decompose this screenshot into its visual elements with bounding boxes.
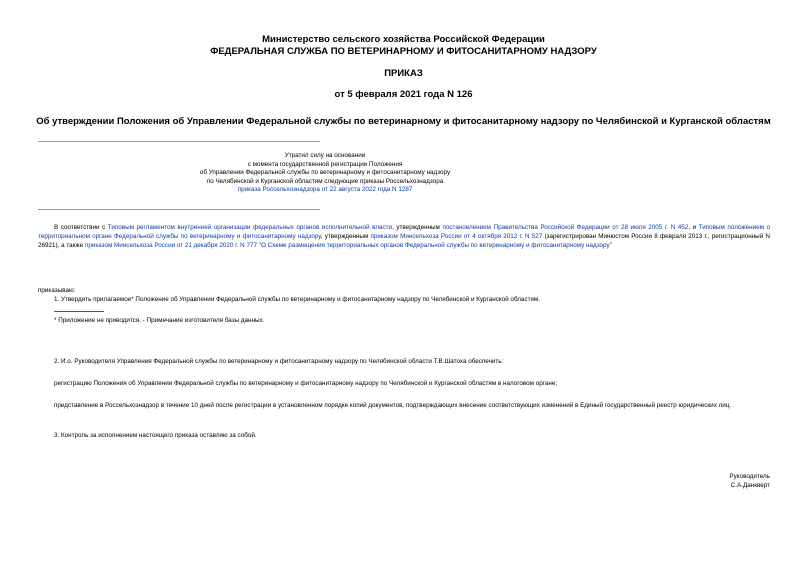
divider-bottom [38,209,320,210]
signature-name: С.А.Данкверт [730,482,770,489]
preamble-text: , утвержденным [392,224,443,231]
item-1: 1. Утвердить прилагаемое* Положение об Управлении Федеральной службы по ветеринарному и фитосанитарному надзору по Челябинской и Курганской областям. [54,296,540,303]
ministry-name: Министерство сельского хозяйства Российской Федерации [262,34,545,45]
preamble-paragraph [38,224,770,250]
item-2a: регистрацию Положения об Управлении Федеральной службы по ветеринарному и фитосанитарному надзору по Челябинской и Курганской областям в налоговом органе; [54,380,558,387]
link-typical-provision[interactable]: Типовым положением о территориальном органе Федеральной службы по ветеринарному и фитосанитарному надзору [38,224,770,240]
footnote-divider [54,311,104,312]
document-date-number: от 5 февраля 2021 года N 126 [334,89,473,100]
link-government-decree[interactable]: постановлением Правительства Российской Федерации от 28 июля 2005 г. N 452 [442,224,689,231]
document-title: Об утверждении Положения об Управлении Федеральной службы по ветеринарному и фитосанитарному надзору по Челябинской и Курганской областям [36,116,771,127]
lost-force-link[interactable]: приказа Россельхознадзора от 22 августа 2022 года N 1287 [237,186,413,194]
footnote: * Приложение не приводится. - Примечание изготовителя базы данных. [54,317,265,324]
link-order-527[interactable]: приказом Минсельхоза России от 4 октября 2012 г. N 527 [370,232,543,240]
item-3: 3. Контроль за исполнением настоящего приказа оставляю за собой. [54,432,257,439]
preamble-text: В соответствии с [54,224,108,231]
item-2b: представление в Россельхознадзор в течение 10 дней после регистрации в установленном порядке копий документов, подтверждающих внесение соответствующих изменений в Единый государственный реестр юридических лиц. [54,402,732,409]
link-order-777[interactable]: приказом Минсельхоза России от 21 декабря 2020 г. N 777 "О Схеме размещения территориальных органов Федеральной службы по ветеринарному и фитосанитарному надзору" [84,241,612,249]
preamble-text: , утвержденным [320,232,371,240]
lost-force-line: с момента государственной регистрации Положения [247,160,403,168]
signature-position: Руководитель [729,473,770,480]
document-type: ПРИКАЗ [384,68,423,79]
divider-top [38,141,320,142]
prikazyvayu: приказываю: [38,287,76,294]
lost-force-line: по Челябинской и Курганской областям следующие приказы Россельхознадзора [206,177,444,185]
preamble-text: (зарегистрирован Минюстом России 8 февраля 2013 г., регистрационный N 26921), а также [38,232,770,249]
item-2: 2. И.о. Руководителя Управления Федеральной службы по ветеринарному и фитосанитарному надзору по Челябинской области Т.В.Шатоха обеспечить: [54,358,504,365]
lost-force-note [170,152,480,195]
service-name: ФЕДЕРАЛЬНАЯ СЛУЖБА ПО ВЕТЕРИНАРНОМУ И ФИТОСАНИТАРНОМУ НАДЗОРУ [210,46,597,57]
preamble-text: , и [688,224,699,231]
link-typical-regulation[interactable]: Типовым регламентом внутренней организации федеральных органов исполнительной власти [107,224,393,231]
lost-force-line: Утратил силу на основании [284,152,366,159]
lost-force-line: об Управлении Федеральной службы по ветеринарному и фитосанитарному надзору [199,169,451,177]
